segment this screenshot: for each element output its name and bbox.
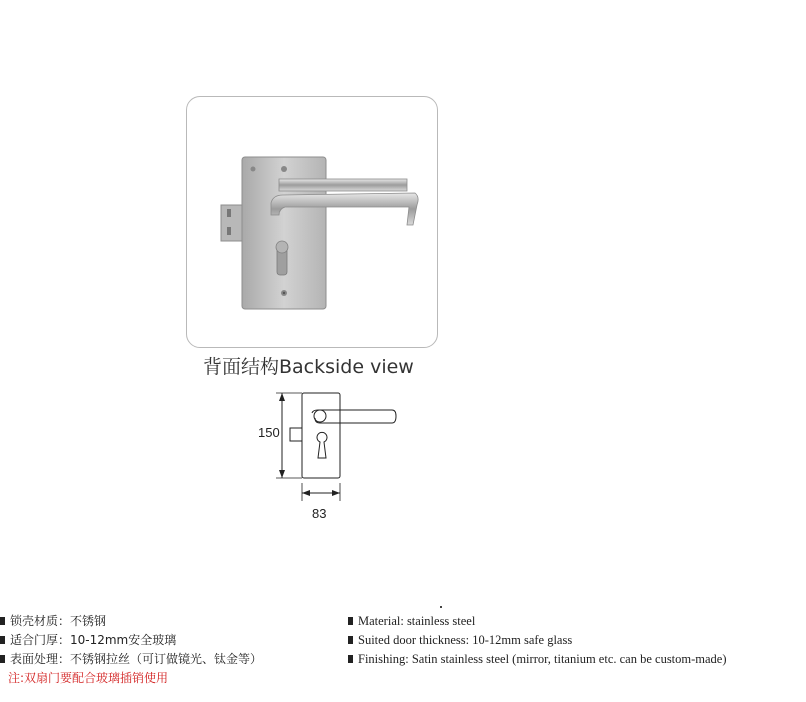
bullet-icon	[0, 636, 5, 644]
bullet-icon	[348, 617, 353, 625]
width-dimension-label: 83	[312, 506, 327, 521]
specs-english	[348, 612, 727, 669]
bullet-icon	[0, 655, 5, 663]
spec-cn-finishing: 表面处理：不锈钢拉丝（可订做镜光、钛金等）	[0, 650, 262, 669]
latch-outline	[290, 428, 302, 441]
dimension-drawing	[250, 385, 410, 510]
spec-en-material: Material: stainless steel	[348, 612, 727, 631]
spec-cn-material: 锁壳材质：不锈钢	[0, 612, 262, 631]
lock-photo	[187, 97, 439, 349]
figure-caption: 背面结构Backside view	[203, 356, 414, 378]
stray-dot	[440, 606, 442, 608]
spec-cn-note: 注:双扇门要配合玻璃插销使用	[8, 671, 169, 685]
product-photo-frame	[186, 96, 438, 348]
keyhole-outline	[317, 432, 327, 458]
bullet-icon	[348, 636, 353, 644]
spec-en-finishing: Finishing: Satin stainless steel (mirror, titanium etc. can be custom-made)	[348, 650, 727, 669]
height-dimension-label: 150	[258, 425, 280, 440]
plate-outline	[302, 393, 340, 478]
spec-en-thickness: Suited door thickness: 10-12mm safe glass	[348, 631, 727, 650]
bullet-icon	[348, 655, 353, 663]
spec-cn-thickness: 适合门厚：10-12mm安全玻璃	[0, 631, 262, 650]
bullet-icon	[0, 617, 5, 625]
specs-chinese	[0, 612, 262, 688]
